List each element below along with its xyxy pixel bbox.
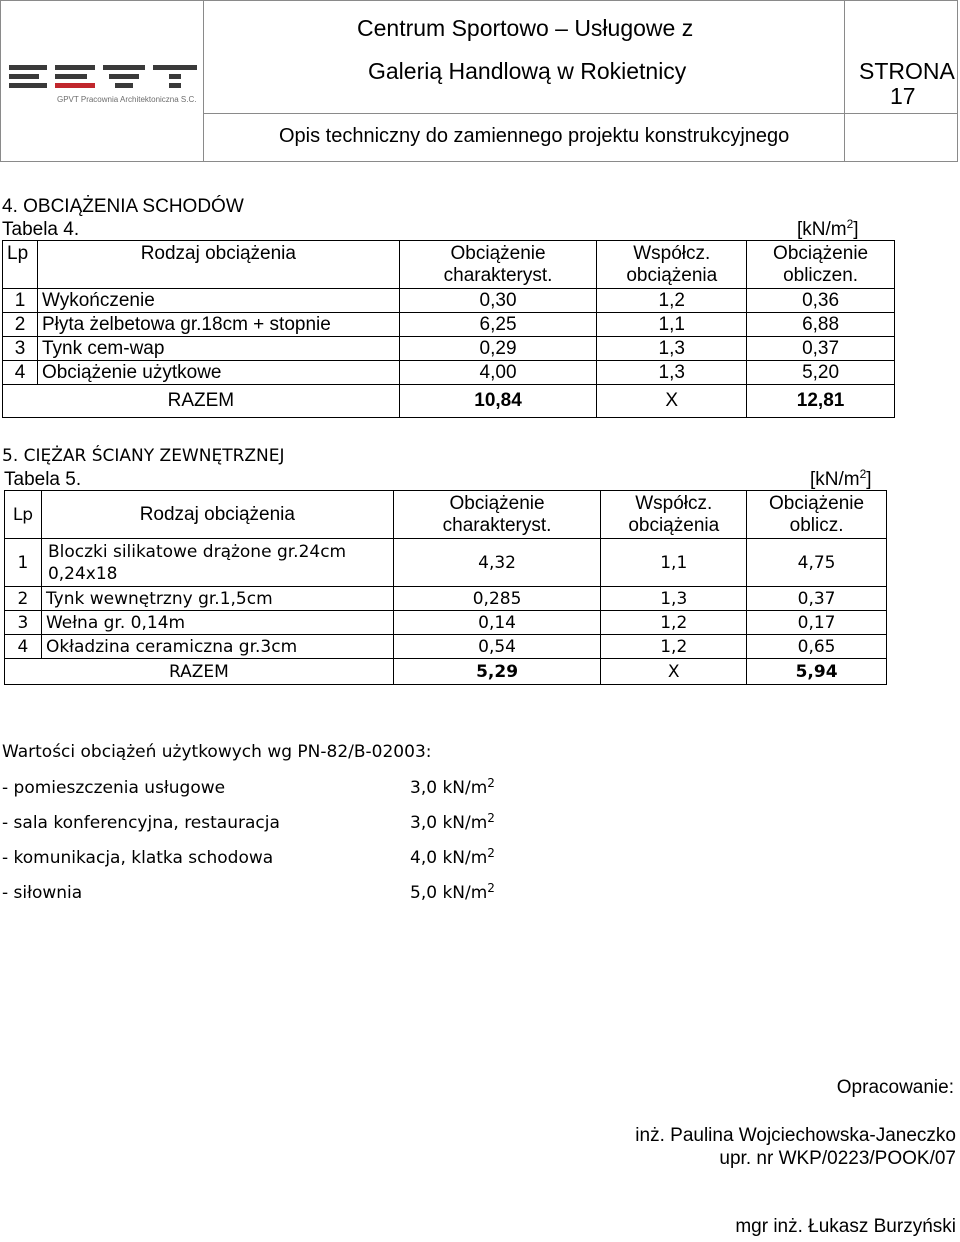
cell-total-calc: 5,94 <box>747 659 887 685</box>
logo-caption: GPVT Pracownia Architektoniczna S.C. <box>57 95 197 104</box>
table-header-row <box>5 491 887 539</box>
col-char-header: Obciążenie charakteryst. <box>393 491 601 539</box>
cell-lp: 4 <box>3 361 38 385</box>
cell-calc: 0,36 <box>747 289 895 313</box>
cell-coef: 1,2 <box>601 611 747 635</box>
cell-lp: 3 <box>5 611 42 635</box>
cell-total-coef: X <box>597 385 747 418</box>
cell-name: Tynk cem-wap <box>37 337 399 361</box>
table-header-row <box>3 241 895 289</box>
list-item: - sala konferencyjna, restauracja <box>2 813 280 833</box>
cell-char: 4,00 <box>399 361 597 385</box>
cell-calc: 6,88 <box>747 313 895 337</box>
cell-lp: 1 <box>3 289 38 313</box>
cell-calc: 5,20 <box>747 361 895 385</box>
col-coef-header: Współcz. obciążenia <box>597 241 747 289</box>
cell-name: Bloczki silikatowe drążone gr.24cm 0,24x18 <box>41 539 393 587</box>
cell-lp: 2 <box>5 587 42 611</box>
cell-name: Tynk wewnętrzny gr.1,5cm <box>41 587 393 611</box>
list-item: - siłownia <box>2 883 83 903</box>
table-row <box>3 313 895 337</box>
list-item-value: 3,0 $kN/m^2$ <box>410 776 495 798</box>
signature-label: Opracowanie: <box>836 1077 954 1098</box>
cell-char: 4,32 <box>393 539 601 587</box>
cell-total-label: RAZEM <box>5 659 394 685</box>
cell-char: 0,14 <box>393 611 601 635</box>
table-total-row <box>5 659 887 685</box>
cell-char: 0,30 <box>399 289 597 313</box>
cell-char: 0,29 <box>399 337 597 361</box>
cell-calc: 0,65 <box>747 635 887 659</box>
signature-license: upr. nr WKP/0223/POOK/07 <box>719 1148 956 1169</box>
cell-coef: 1,1 <box>601 539 747 587</box>
section4-heading: 4. OBCIĄŻENIA SCHODÓW <box>2 196 244 217</box>
col-type-header: Rodzaj obciążenia <box>37 241 399 289</box>
list-item: - pomieszczenia usługowe <box>2 778 226 798</box>
cell-calc: 0,37 <box>747 337 895 361</box>
cell-total-label: RAZEM <box>3 385 400 418</box>
list-item-value: 3,0 $kN/m^2$ <box>410 811 495 833</box>
col-type-header: Rodzaj obciążenia <box>41 491 393 539</box>
cell-name: Obciążenie użytkowe <box>37 361 399 385</box>
list-item: - komunikacja, klatka schodowa <box>2 848 274 868</box>
col-coef-header: Współcz. obciążenia <box>601 491 747 539</box>
section5-unit: $[kN/m^2]$ <box>810 467 872 490</box>
page-label: STRONA <box>859 58 955 84</box>
usage-heading: Wartości obciążeń użytkowych wg PN-82/B-02003: <box>2 742 432 762</box>
cell-total-char: 10,84 <box>399 385 597 418</box>
section4-table <box>2 240 895 418</box>
col-lp-header: Lp <box>3 241 38 289</box>
col-calc-header: Obciążenie obliczen. <box>747 241 895 289</box>
cell-coef: 1,3 <box>597 361 747 385</box>
section5-table <box>4 490 887 685</box>
cell-calc: 0,37 <box>747 587 887 611</box>
cell-total-coef: X <box>601 659 747 685</box>
signature-second: mgr inż. Łukasz Burzyński <box>735 1216 956 1237</box>
cell-lp: 2 <box>3 313 38 337</box>
table-row <box>5 539 887 587</box>
cell-lp: 1 <box>5 539 42 587</box>
table-row <box>5 587 887 611</box>
cell-name: Okładzina ceramiczna gr.3cm <box>41 635 393 659</box>
table-row <box>3 337 895 361</box>
cell-coef: 1,3 <box>597 337 747 361</box>
cell-name: Płyta żelbetowa gr.18cm + stopnie <box>37 313 399 337</box>
col-calc-header: Obciążenie oblicz. <box>747 491 887 539</box>
table-row <box>5 611 887 635</box>
cell-total-char: 5,29 <box>393 659 601 685</box>
project-title-line1: Centrum Sportowo – Usługowe z <box>357 15 694 41</box>
section4-table-label: Tabela 4. <box>2 219 80 240</box>
document-header <box>0 0 958 162</box>
cell-coef: 1,3 <box>601 587 747 611</box>
cell-calc: 4,75 <box>747 539 887 587</box>
document-subtitle: Opis techniczny do zamiennego projektu konstrukcyjnego <box>279 125 790 147</box>
cell-coef: 1,2 <box>601 635 747 659</box>
col-lp-header: Lp <box>5 491 42 539</box>
cell-char: 0,285 <box>393 587 601 611</box>
gpvt-logo-icon <box>9 65 199 97</box>
table-row <box>3 289 895 313</box>
cell-lp: 4 <box>5 635 42 659</box>
cell-name: Wykończenie <box>37 289 399 313</box>
table-total-row <box>3 385 895 418</box>
table-row <box>3 361 895 385</box>
project-title-line2: Galerią Handlową w Rokietnicy <box>368 58 687 84</box>
list-item-value: 5,0 $kN/m^2$ <box>410 881 495 903</box>
cell-char: 6,25 <box>399 313 597 337</box>
section5-table-label: Tabela 5. <box>4 469 82 490</box>
cell-coef: 1,2 <box>597 289 747 313</box>
table-row <box>5 635 887 659</box>
signature-author: inż. Paulina Wojciechowska-Janeczko <box>635 1125 956 1146</box>
cell-coef: 1,1 <box>597 313 747 337</box>
page-number: 17 <box>890 83 916 109</box>
cell-lp: 3 <box>3 337 38 361</box>
col-char-header: Obciążenie charakteryst. <box>399 241 597 289</box>
cell-name: Wełna gr. 0,14m <box>41 611 393 635</box>
section4-unit: $[kN/m^2]$ <box>797 217 859 240</box>
section5-heading: 5. CIĘŻAR ŚCIANY ZEWNĘTRZNEJ <box>2 446 285 466</box>
cell-char: 0,54 <box>393 635 601 659</box>
cell-total-calc: 12,81 <box>747 385 895 418</box>
list-item-value: 4,0 $kN/m^2$ <box>410 846 495 868</box>
cell-calc: 0,17 <box>747 611 887 635</box>
